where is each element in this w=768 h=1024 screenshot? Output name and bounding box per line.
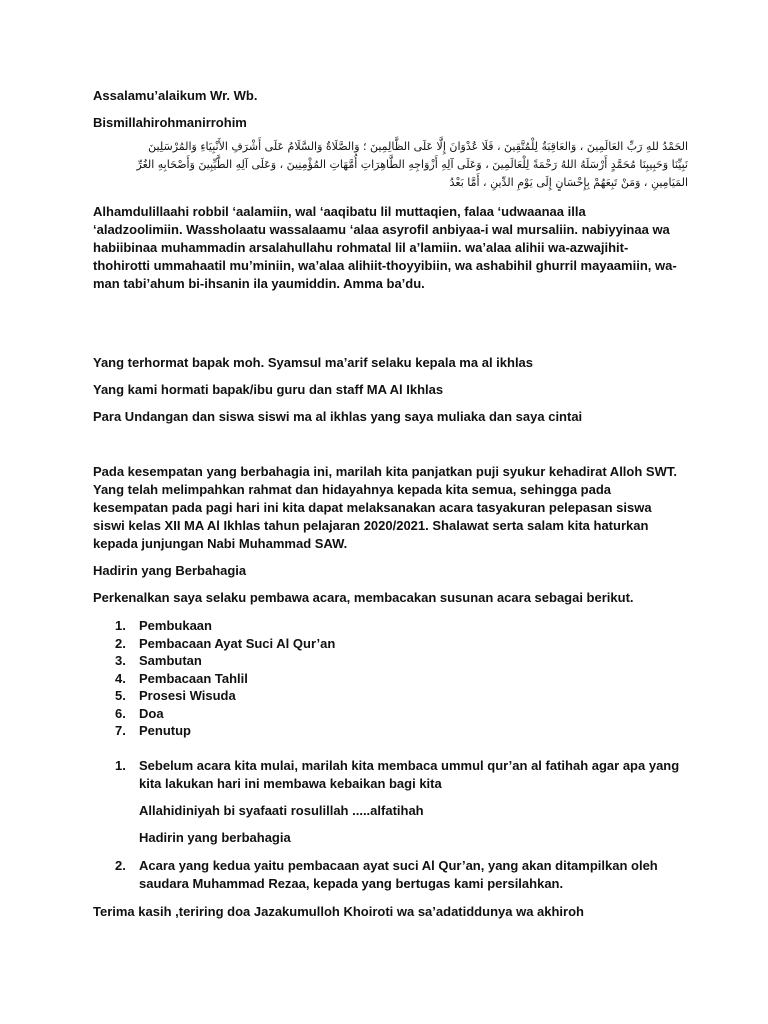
step-text-line-2: kita lakukan hari ini membawa kebaikan bagi kita — [139, 776, 442, 791]
step-item-2 — [93, 857, 693, 893]
agenda-number: 7. — [115, 723, 126, 738]
agenda-item — [93, 687, 335, 705]
agenda-item — [93, 652, 335, 670]
agenda-label: Doa — [139, 705, 164, 721]
step-text-line-2: saudara Muhammad Rezaa, kepada yang bertugas kami persilahkan. — [139, 876, 564, 891]
step-text-line-1: Acara yang kedua yaitu pembacaan ayat suci Al Qur’an, yang akan ditampilkan oleh — [139, 858, 658, 873]
agenda-item — [93, 617, 335, 635]
agenda-item — [93, 670, 335, 688]
agenda-number: 1. — [115, 618, 126, 633]
greeting-line-3: Para Undangan dan siswa siswi ma al ikhlas yang saya muliaka dan saya cintai — [93, 409, 583, 424]
opening-paragraph: Pada kesempatan yang berbahagia ini, marilah kita panjatkan puji syukur kehadirat Alloh SWT. Yang telah melimpahkan rahmat dan hidayahnya kepada kita semua, sehingga pada kesempatan pada pagi hari ini kita dapat melaksanakan acara tasyakuran pelepasan siswa siswi kelas XII MA Al Ikhlas tahun pelajaran 2020/2021. Shalawat serta salam kita haturkan kepada junjungan Nabi Muhammad SAW. — [93, 464, 677, 551]
agenda-label: Pembukaan — [139, 618, 212, 633]
agenda-number: 4. — [115, 670, 126, 686]
agenda-number: 5. — [115, 688, 126, 703]
hadirin-line: Hadirin yang berbahagia — [139, 830, 291, 845]
agenda-label: Penutup — [139, 723, 191, 738]
intro-line: Perkenalkan saya selaku pembawa acara, membacakan susunan acara sebagai berikut. — [93, 590, 634, 605]
basmalah: Bismillahirohmanirrohim — [93, 115, 247, 130]
fatihah-line: Allahidiniyah bi syafaati rosulillah .....alfatihah — [139, 803, 424, 818]
arabic-line-1: الحَمْدُ للهِ رَبِّ العَالَمِينَ ، وَالعَاقِبَةُ لِلْمُتَّقِينَ ، فَلَا عُدْوَانَ إِلَّا عَلَى الظَّالِمِينَ ؛ وَالصَّلَاةُ وَالسَّلَامُ عَلَى أَشْرَفِ الأَنْبِيَاءِ وَالمُرْسَلِينَ — [148, 140, 688, 153]
agenda-number: 3. — [115, 653, 126, 668]
closing-line: Terima kasih ,teriring doa Jazakumulloh Khoiroti wa sa’adatiddunya wa akhiroh — [93, 904, 584, 919]
greeting-line-1: Yang terhormat bapak moh. Syamsul ma’arif selaku kepala ma al ikhlas — [93, 355, 534, 370]
agenda-label: Sambutan — [139, 653, 202, 668]
agenda-label: Pembacaan Tahlil — [139, 670, 248, 686]
greeting: Assalamu’alaikum Wr. Wb. — [93, 88, 258, 103]
agenda-label: Pembacaan Ayat Suci Al Qur’an — [139, 635, 336, 651]
agenda-item — [93, 722, 335, 740]
agenda-number: 6. — [115, 705, 126, 721]
agenda-label: Prosesi Wisuda — [139, 688, 236, 703]
step-number: 2. — [115, 858, 126, 873]
agenda-item — [93, 705, 335, 723]
step-item-1 — [93, 757, 693, 793]
agenda-list — [93, 617, 335, 740]
step-number: 1. — [115, 758, 126, 773]
agenda-number: 2. — [115, 635, 126, 651]
arabic-line-3: المَيَامِينِ ، وَمَنْ تَبِعَهُمْ بِإِحْسَانٍ إِلَى يَوْمِ الدِّينِ ، أَمَّا بَعْدُ — [449, 176, 688, 189]
greeting-line-2: Yang kami hormati bapak/ibu guru dan staff MA Al Ikhlas — [93, 382, 444, 397]
transliteration-paragraph: Alhamdulillaahi robbil ‘aalamiin, wal ‘aaqibatu lil muttaqien, falaa ‘udwaanaa illa ‘aladzoolimiin. Wassholaatu wassalaamu ‘alaa asyrofil anbiyaa-i wal mursaliin. nabiyyinaa wa habiibinaa muhammadin arsalahullahu rohmatal lil a’lamiin. wa’alaa alihii wa-azwajihit-thohirotti ummahaatil mu’miniin, wa’alaa alihiit-thoyyibiin, wa ashabihil ghurril mayaamiin, wa-man tabi’ahum bi-ihsanin ila yaumiddin. Amma ba’du. — [93, 204, 677, 291]
step-text-line-1: Sebelum acara kita mulai, marilah kita membaca ummul qur’an al fatihah agar apa yang — [139, 758, 680, 773]
hadirin-heading: Hadirin yang Berbahagia — [93, 563, 247, 578]
arabic-line-2: نَبِيِّنَا وَحَبِيبِنَا مُحَمَّدٍ أَرْسَلَهُ اللهُ رَحْمَةً لِلْعَالَمِينَ ، وَعَلَى آلِهِ أَزْوَاجِهِ الطَّاهِرَاتِ أُمَّهَاتِ المُؤْمِنِينَ ، وَعَلَى آلِهِ الطَّيِّبِينَ وَأَصْحَابِهِ الغُرِّ — [136, 158, 688, 171]
agenda-item — [93, 635, 335, 653]
